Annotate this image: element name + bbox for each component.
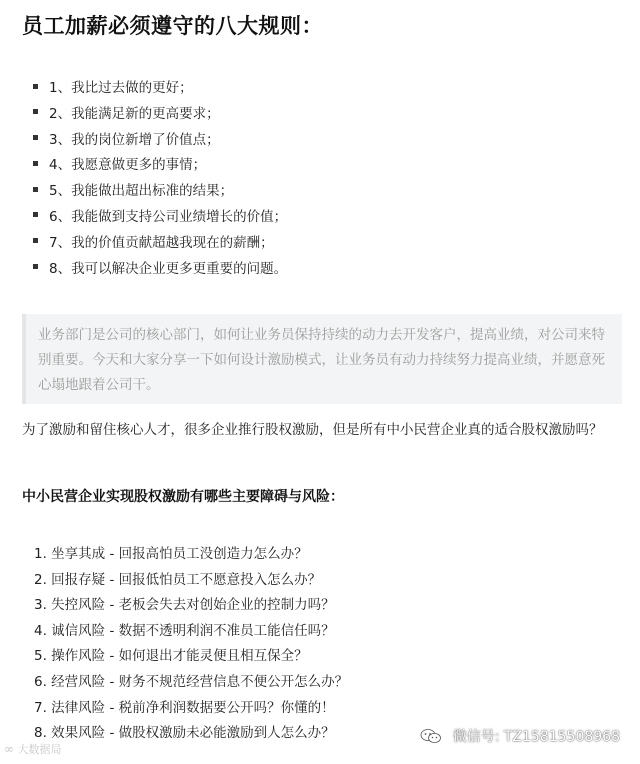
list-item (33, 179, 287, 205)
rules-list (33, 76, 287, 282)
watermark-left-text: 大数据局 (17, 743, 62, 756)
blockquote: 业务部门是公司的核心部门，如何让业务员保持持续的动力去开发客户，提高业绩，对公司来特别重要。今天和大家分享一下如何设计激励模式，让业务员有动力持续努力提高业绩，并愿意死心塌地跟着公司干。 (22, 314, 622, 404)
article-title: 员工加薪必须遵守的八大规则： (22, 14, 323, 38)
bullet-icon (33, 135, 38, 140)
rule-text: 8、我可以解决企业更多更重要的问题。 (49, 260, 288, 277)
rule-text: 2、我能满足新的更高要求； (49, 105, 220, 122)
list-item (33, 102, 287, 128)
rule-text: 6、我能做到支持公司业绩增长的价值； (49, 208, 288, 225)
list-item: 8. 效果风险 - 做股权激励未必能激励到人怎么办？ (34, 725, 335, 742)
list-item (33, 76, 287, 102)
list-item: 2. 回报存疑 - 回报低怕员工不愿意投入怎么办？ (34, 571, 322, 588)
list-item: 1. 坐享其成 - 回报高怕员工没创造力怎么办？ (34, 546, 308, 562)
list-item: 4. 诚信风险 - 数据不透明利润不准员工能信任吗？ (34, 622, 335, 639)
rule-text: 5、我能做出超出标准的结果； (49, 183, 234, 200)
wechat-icon (420, 729, 446, 745)
risks-list (34, 542, 348, 747)
list-item (33, 231, 287, 257)
rule-text: 7、我的价值贡献超越我现在的薪酬； (49, 234, 274, 251)
chain-link-icon: ∞ (4, 742, 14, 756)
rule-text: 1、我比过去做的更好； (49, 80, 193, 96)
bullet-icon (33, 161, 38, 166)
watermark-left (4, 741, 62, 757)
bullet-icon (33, 109, 38, 114)
list-item: 6. 经营风险 - 财务不规范经营信息不便公开怎么办？ (34, 673, 349, 690)
list-item (33, 257, 287, 283)
body-paragraph: 为了激励和留住核心人才，很多企业推行股权激励，但是所有中小民营企业真的适合股权激励吗？ (22, 422, 603, 438)
list-item: 3. 失控风险 - 老板会失去对创始企业的控制力吗？ (34, 597, 335, 614)
section-heading: 中小民营企业实现股权激励有哪些主要障碍与风险： (22, 489, 344, 505)
list-item: 5. 操作风险 - 如何退出才能灵便且相互保全？ (34, 648, 308, 665)
rule-text: 3、我的岗位新增了价值点； (49, 131, 220, 148)
bullet-icon (33, 187, 38, 192)
bullet-icon (33, 238, 38, 243)
list-item: 7. 法律风险 - 税前净利润数据要公开吗？你懂的！ (34, 699, 335, 716)
watermark-right (420, 726, 620, 746)
list-item (33, 153, 287, 179)
rule-text: 4、我愿意做更多的事情； (49, 157, 207, 174)
bullet-icon (33, 212, 38, 217)
bullet-icon (33, 84, 38, 89)
list-item (33, 205, 287, 231)
list-item (33, 128, 287, 154)
bullet-icon (33, 264, 38, 269)
watermark-right-text: 微信号: TZ15815508968 (452, 729, 620, 745)
